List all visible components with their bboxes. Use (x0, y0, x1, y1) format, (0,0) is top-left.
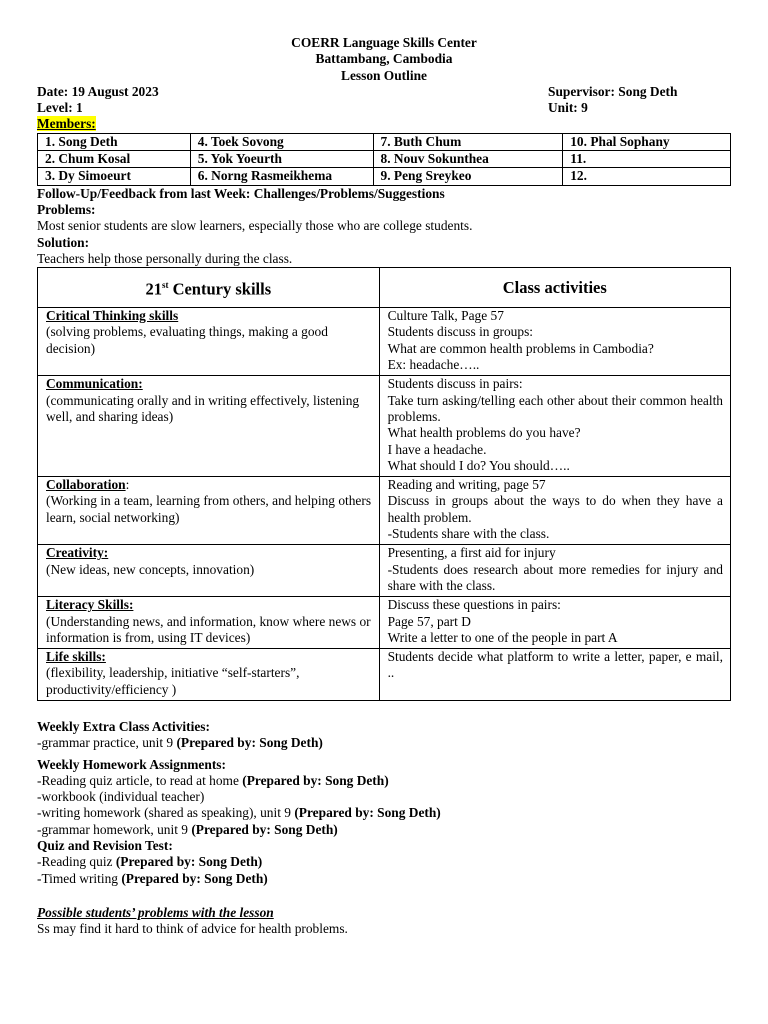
skill-row (38, 308, 731, 376)
possible-problems-text: Ss may find it hard to think of advice for health problems. (37, 921, 348, 937)
activity-line: Take turn asking/telling each other about their common health problems. (387, 392, 723, 424)
item-text: -grammar homework, unit 9 (37, 821, 192, 837)
activity-line: Students discuss in groups: (387, 324, 534, 340)
list-item (37, 822, 731, 838)
activity-line: Presenting, a first aid for injury (387, 545, 556, 561)
skill-title: Creativity: (46, 545, 109, 561)
item-preparer: (Prepared by: Song Deth) (191, 821, 338, 837)
lesson-outline-document (37, 35, 731, 938)
list-item (37, 789, 731, 805)
activity-line: Reading and writing, page 57 (387, 477, 546, 493)
members-row (38, 168, 731, 185)
activity-cell (379, 477, 730, 545)
item-text: -writing homework (shared as speaking), unit 9 (37, 805, 295, 821)
activity-line: What are common health problems in Cambodia? (387, 340, 654, 356)
possible-problems-heading: Possible students’ problems with the lesson (37, 904, 274, 920)
activity-line: What should I do? You should….. (387, 457, 570, 473)
skills-activities-table (37, 267, 731, 701)
item-text: -Timed writing (37, 870, 122, 886)
skill-cell (38, 649, 380, 701)
activity-cell (379, 376, 730, 477)
members-table (37, 133, 731, 186)
member-cell: 7. Buth Chum (373, 133, 563, 150)
member-cell: 11. (563, 151, 731, 168)
list-item (37, 773, 731, 789)
skill-description: (solving problems, evaluating things, making a good decision) (46, 324, 328, 356)
extra-list (37, 735, 731, 751)
activity-line: Culture Talk, Page 57 (387, 308, 504, 324)
members-label: Members: (37, 116, 96, 132)
activity-line: -Students share with the class. (387, 526, 550, 542)
skill-title: Critical Thinking skills (46, 308, 179, 324)
supervisor: Supervisor: Song Deth (548, 83, 678, 99)
skill-description: (Working in a team, learning from others, and helping others learn, social networking) (46, 493, 372, 525)
activity-line: Students discuss in pairs: (387, 376, 523, 392)
skill-title-suffix: : (125, 477, 130, 493)
level: Level: 1 (37, 100, 83, 116)
list-item (37, 871, 731, 887)
skill-cell (38, 376, 380, 477)
skill-title: Literacy Skills: (46, 597, 134, 613)
extra-heading: Weekly Extra Class Activities: (37, 718, 210, 734)
skill-row (38, 376, 731, 477)
skill-cell (38, 545, 380, 597)
activity-line: Page 57, part D (387, 613, 471, 629)
member-cell: 4. Toek Sovong (190, 133, 373, 150)
skill-title: Communication: (46, 376, 143, 392)
possible-problems-heading-line (37, 905, 731, 921)
col-header-activities: Class activities (379, 268, 730, 308)
activity-line: Discuss these questions in pairs: (387, 597, 561, 613)
activity-line: I have a headache. (387, 441, 487, 457)
problems-label: Problems: (37, 201, 96, 217)
activity-cell (379, 545, 730, 597)
solution-label: Solution: (37, 234, 90, 250)
item-preparer: (Prepared by: Song Deth) (121, 870, 268, 886)
members-row (38, 133, 731, 150)
activity-line: What health problems do you have? (387, 425, 581, 441)
skill-description: (communicating orally and in writing effectively, listening well, and sharing ideas) (46, 392, 360, 424)
document-title: Lesson Outline (341, 67, 427, 83)
homework-heading: Weekly Homework Assignments: (37, 756, 226, 772)
item-preparer: (Prepared by: Song Deth) (242, 772, 389, 788)
lesson-date: Date: 19 August 2023 (37, 83, 159, 99)
member-cell: 3. Dy Simoeurt (38, 168, 191, 185)
skill-row (38, 545, 731, 597)
list-item (37, 805, 731, 821)
member-cell: 8. Nouv Sokunthea (373, 151, 563, 168)
level-unit-row (37, 100, 731, 116)
activity-line: Discuss in groups about the ways to do when they have a health problem. (387, 493, 723, 525)
activity-line: Write a letter to one of the people in part A (387, 629, 618, 645)
solution-text: Teachers help those personally during the class. (37, 250, 293, 266)
problems-text: Most senior students are slow learners, especially those who are college students. (37, 218, 473, 234)
item-text: -Reading quiz (37, 854, 116, 870)
skill-description: (Understanding news, and information, know where news or information is from, using IT devices) (46, 613, 371, 645)
member-cell: 1. Song Deth (38, 133, 191, 150)
homework-list (37, 773, 731, 838)
unit: Unit: 9 (548, 100, 588, 116)
skill-row (38, 649, 731, 701)
followup-heading: Follow-Up/Feedback from last Week: Challenges/Problems/Suggestions (37, 185, 445, 201)
item-preparer: (Prepared by: Song Deth) (294, 805, 441, 821)
list-item (37, 735, 731, 751)
activity-line: -Students does research about more remedies for injury and share with the class. (387, 561, 723, 593)
item-preparer: (Prepared by: Song Deth) (176, 735, 323, 751)
skill-row (38, 597, 731, 649)
skill-title: Life skills: (46, 649, 106, 665)
activity-cell (379, 308, 730, 376)
date-supervisor-row (37, 84, 731, 100)
skill-cell (38, 597, 380, 649)
member-cell: 5. Yok Yoeurth (190, 151, 373, 168)
skill-description: (New ideas, new concepts, innovation) (46, 561, 255, 577)
list-item (37, 854, 731, 870)
skill-row (38, 477, 731, 545)
quiz-list (37, 854, 731, 887)
member-cell: 10. Phal Sophany (563, 133, 731, 150)
skill-cell (38, 477, 380, 545)
members-label-line (37, 116, 731, 132)
quiz-heading: Quiz and Revision Test: (37, 838, 173, 854)
activity-line: Ex: headache….. (387, 357, 480, 373)
skill-description: (flexibility, leadership, initiative “self-starters”, productivity/efficiency ) (46, 665, 300, 697)
item-preparer: (Prepared by: Song Deth) (115, 854, 263, 870)
skill-title: Collaboration (46, 477, 126, 493)
skill-cell (38, 308, 380, 376)
member-cell: 9. Peng Sreykeo (373, 168, 563, 185)
activity-cell (379, 649, 730, 701)
item-text: -Reading quiz article, to read at home (37, 772, 243, 788)
org-name: COERR Language Skills Center (291, 35, 477, 50)
org-location: Battambang, Cambodia (315, 51, 453, 67)
member-cell: 6. Norng Rasmeikhema (190, 168, 373, 185)
member-cell: 12. (563, 168, 731, 185)
item-text: -grammar practice, unit 9 (37, 735, 177, 751)
activity-line: Students decide what platform to write a letter, paper, e mail, .. (387, 649, 723, 681)
item-text: -workbook (individual teacher) (37, 789, 205, 805)
members-row (38, 151, 731, 168)
member-cell: 2. Chum Kosal (38, 151, 191, 168)
col-header-skills: 21st Century skills (38, 268, 380, 308)
activity-cell (379, 597, 730, 649)
